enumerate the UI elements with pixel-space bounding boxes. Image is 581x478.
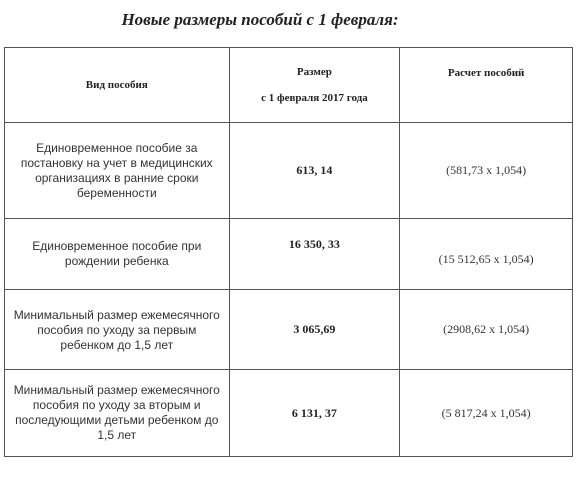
benefit-type-cell: Единовременное пособие за постановку на учет в медицинских организациях в ранние сроки беременности — [5, 123, 230, 219]
benefit-type-cell: Минимальный размер ежемесячного пособия по уходу за первым ребенком до 1,5 лет — [5, 290, 230, 370]
benefit-calculation-value: (2908,62 x 1,054) — [443, 322, 530, 336]
benefit-calculation-cell — [400, 219, 573, 290]
header-calculation-label: Расчет пособий — [447, 67, 525, 79]
benefit-calculation-value: (5 817,24 x 1,054) — [441, 405, 531, 420]
benefit-size-cell — [229, 123, 400, 219]
benefit-calculation-cell — [400, 370, 573, 457]
benefit-size-value: 16 350, 33 — [288, 236, 340, 251]
benefit-calculation-value: (581,73 x 1,054) — [446, 163, 527, 177]
benefit-calculation-cell — [400, 123, 573, 219]
table-row — [5, 290, 573, 370]
benefit-size-cell — [229, 219, 400, 290]
header-size — [229, 48, 400, 123]
benefit-size-value: 6 131, 37 — [291, 405, 337, 420]
benefit-type-cell: Минимальный размер ежемесячного пособия по уходу за вторым и последующими детьми ребенком до 1,5 лет — [5, 370, 230, 457]
benefit-calculation-cell — [400, 290, 573, 370]
header-calculation — [400, 48, 573, 123]
table-row — [5, 219, 573, 290]
table-row — [5, 123, 573, 219]
header-size-date: с 1 февраля 2017 года — [261, 92, 368, 104]
benefit-calculation-value: (15 512,65 x 1,054) — [438, 251, 534, 266]
benefit-size-value: 3 065,69 — [293, 322, 336, 336]
benefit-type-cell: Единовременное пособие при рождении ребенка — [5, 219, 230, 290]
header-size-label: Размер — [296, 66, 332, 78]
page-title: Новые размеры пособий с 1 февраля: — [121, 10, 399, 29]
table-header-row — [5, 48, 573, 123]
benefits-table — [4, 47, 573, 457]
header-benefit-type: Вид пособия — [5, 48, 230, 123]
benefit-size-cell — [229, 370, 400, 457]
benefit-size-value: 613, 14 — [296, 163, 333, 177]
benefit-size-cell — [229, 290, 400, 370]
table-row — [5, 370, 573, 457]
